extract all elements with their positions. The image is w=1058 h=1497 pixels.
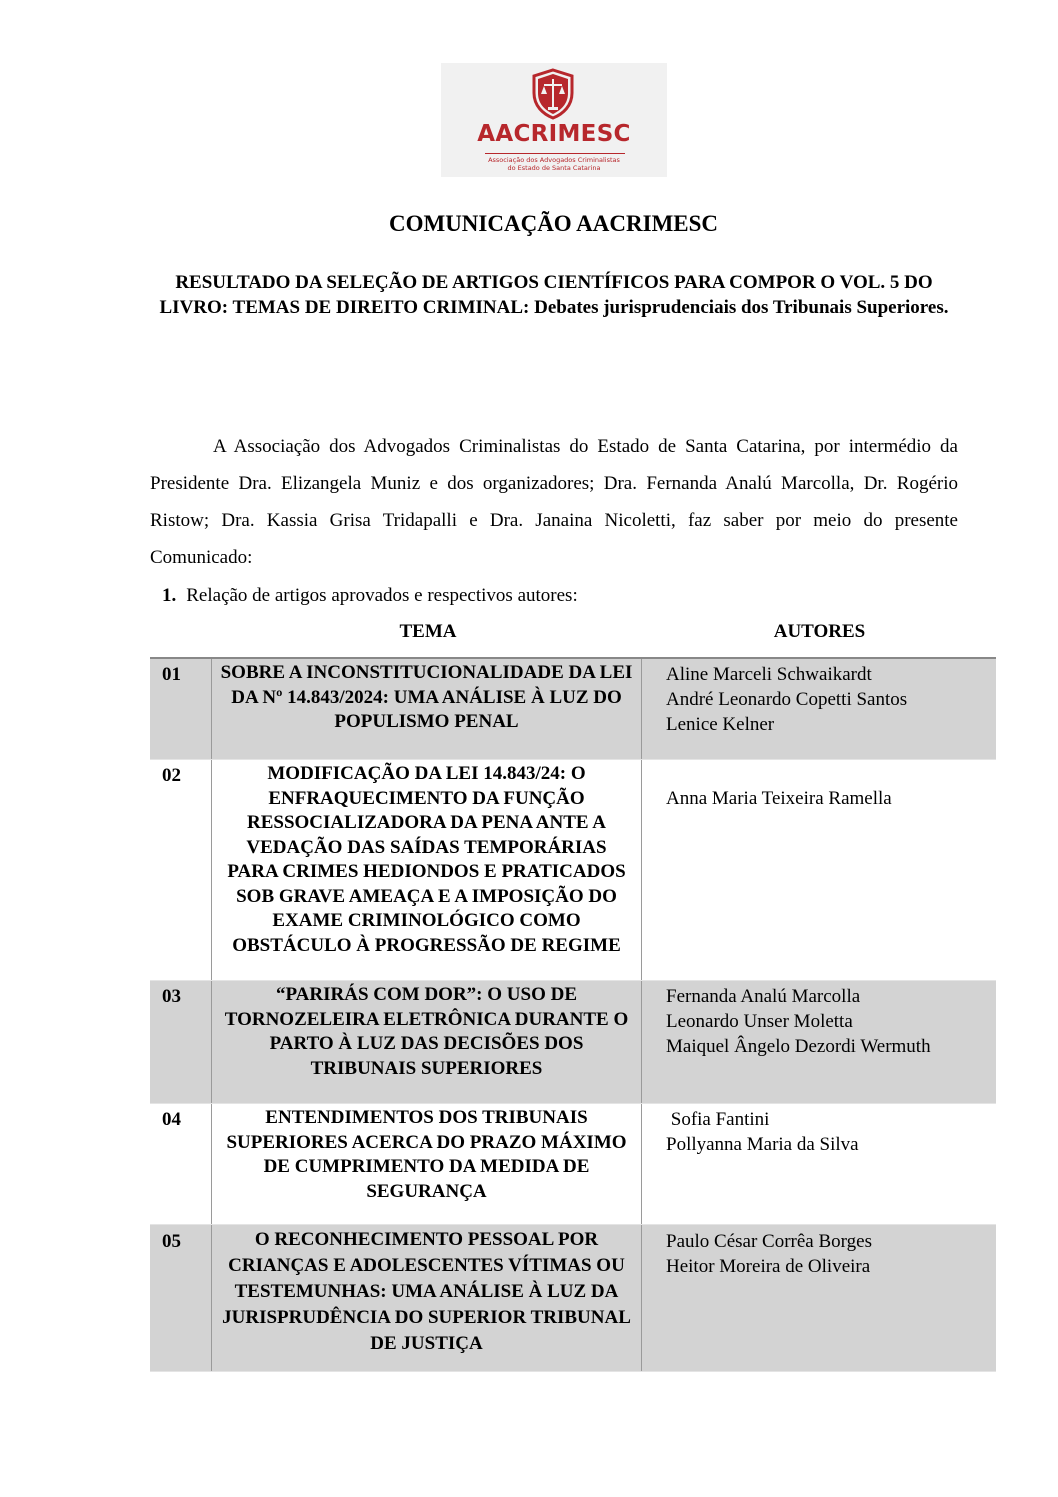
row-number: 01 [150,659,212,759]
logo-subtitle-line1: Associação dos Advogados Criminalistas [488,156,620,164]
logo-name: AACRIMESC [477,121,631,147]
row-number: 05 [150,1225,212,1371]
author-name: Leonardo Unser Moletta [666,1011,853,1032]
table-row [150,1225,996,1372]
intro-paragraph: A Associação dos Advogados Criminalistas do Estado de Santa Catarina, por intermédio da Presidente Dra. Elizangela Muniz e dos organizadores; Dra. Fernanda Analú Marcolla, Dr. Rogério Ristow; Dra. Kassia Grisa Tridapalli e Dra. Janaina Nicoletti, faz saber por meio do presente Comunicado: [150,436,958,568]
row-autores [642,981,996,1103]
author-name: Fernanda Analú Marcolla [666,986,861,1007]
author-name: Anna Maria Teixeira Ramella [666,788,892,809]
row-number: 04 [150,1104,212,1224]
row-number: 02 [150,760,212,980]
row-autores [642,659,996,759]
table-row [150,659,996,760]
row-tema: MODIFICAÇÃO DA LEI 14.843/24: O ENFRAQUECIMENTO DA FUNÇÃO RESSOCIALIZADORA DA PENA ANTE A VEDAÇÃO DAS SAÍDAS TEMPORÁRIAS PARA CRIMES HEDIONDOS E PRATICADOS SOB GRAVE AMEAÇA E A IMPOSIÇÃO DO EXAME CRIMINOLÓGICO COMO OBSTÁCULO À PROGRESSÃO DE REGIME [212,760,642,980]
logo-subtitle-line2: do Estado de Santa Catarina [507,164,601,172]
author-name: Paulo César Corrêa Borges [666,1231,872,1252]
table-header-tema: TEMA [399,621,457,642]
row-tema: SOBRE A INCONSTITUCIONALIDADE DA LEI DA Nº 14.843/2024: UMA ANÁLISE À LUZ DO POPULISMO PENAL [212,659,642,759]
logo-divider [485,153,625,154]
list-item-number: 1. [162,585,177,606]
author-name: Aline Marceli Schwaikardt [666,664,872,685]
row-number: 03 [150,981,212,1103]
row-tema: O RECONHECIMENTO PESSOAL POR CRIANÇAS E ADOLESCENTES VÍTIMAS OU TESTEMUNHAS: UMA ANÁLISE À LUZ DA JURISPRUDÊNCIA DO SUPERIOR TRIBUNAL DE JUSTIÇA [212,1225,642,1371]
shield-scales-icon [529,67,577,121]
document-title: COMUNICAÇÃO AACRIMESC [388,211,719,236]
table-row [150,1104,996,1225]
row-tema: ENTENDIMENTOS DOS TRIBUNAIS SUPERIORES ACERCA DO PRAZO MÁXIMO DE CUMPRIMENTO DA MEDIDA DE SEGURANÇA [212,1104,642,1224]
table-row [150,760,996,981]
row-tema: “PARIRÁS COM DOR”: O USO DE TORNOZELEIRA ELETRÔNICA DURANTE O PARTO À LUZ DAS DECISÕES DOS TRIBUNAIS SUPERIORES [212,981,642,1103]
logo [441,63,667,177]
articles-table [150,657,996,1372]
author-name: Pollyanna Maria da Silva [666,1134,859,1155]
row-autores [642,760,996,980]
row-autores [642,1225,996,1371]
author-name: Sofia Fantini [666,1109,770,1130]
table-header-autores: AUTORES [773,621,866,642]
document-subtitle: RESULTADO DA SELEÇÃO DE ARTIGOS CIENTÍFICOS PARA COMPOR O VOL. 5 DO LIVRO: TEMAS DE DIREITO CRIMINAL: Debates jurisprudenciais dos Tribunais Superiores. [159,272,949,318]
row-autores [642,1104,996,1224]
author-name: Heitor Moreira de Oliveira [666,1256,871,1277]
table-row [150,981,996,1104]
author-name: Maiquel Ângelo Dezordi Wermuth [666,1036,931,1057]
author-name: André Leonardo Copetti Santos [666,689,908,710]
author-name: Lenice Kelner [666,714,775,735]
list-item [162,585,578,607]
list-item-text: Relação de artigos aprovados e respectivos autores: [186,585,578,606]
